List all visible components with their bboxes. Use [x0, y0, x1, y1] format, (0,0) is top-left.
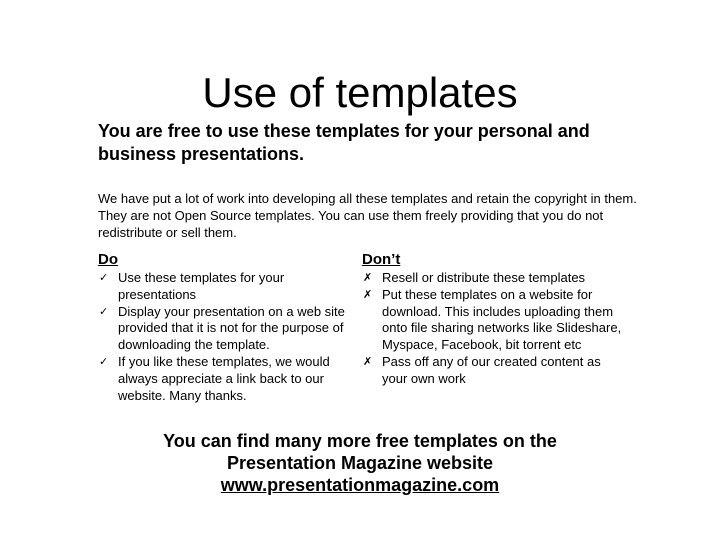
dont-item-text: Pass off any of our created content as your own work [382, 353, 601, 386]
dont-list-item [362, 270, 624, 287]
slide-title: Use of templates [202, 69, 518, 116]
cross-icon: ✗ [363, 271, 373, 284]
cross-icon: ✗ [363, 287, 373, 301]
website-link[interactable]: www.presentationmagazine.com [220, 475, 500, 495]
dont-heading: Don’t [362, 251, 401, 268]
cross-icon: ✗ [363, 354, 373, 368]
do-item-text: If you like these templates, we would always appreciate a link back to our website. Many thanks. [118, 353, 330, 403]
dont-item-text: Resell or distribute these templates [382, 270, 586, 285]
footer-line-1: You can find many more free templates on the [163, 431, 557, 451]
dont-list-item [362, 354, 624, 388]
do-item-text: Use these templates for your presentations [118, 270, 285, 302]
do-list-item [98, 270, 356, 304]
check-icon: ✓ [99, 271, 109, 284]
dont-item-text: Put these templates on a website for download. This includes uploading them onto file sharing networks like Slideshare, Myspace, Facebook, bit torrent etc [382, 286, 622, 353]
check-icon: ✓ [99, 354, 109, 368]
dont-list-item [362, 287, 624, 354]
dont-list [362, 270, 624, 388]
do-item-text: Display your presentation on a web site provided that it is not for the purpose of downloading the template. [118, 303, 345, 353]
footer [120, 430, 600, 496]
do-list-item [98, 304, 356, 354]
do-heading: Do [98, 251, 118, 268]
do-list [98, 270, 356, 404]
do-list-item [98, 354, 356, 404]
footer-line-2: Presentation Magazine website [226, 453, 494, 473]
slide-subtitle: You are free to use these templates for your personal and business presentations. [98, 121, 590, 164]
intro-paragraph: We have put a lot of work into developing all these templates and retain the copyright in them. They are not Open Source templates. You can use them freely providing that you do not redistribute or sell them. [98, 191, 637, 240]
check-icon: ✓ [99, 304, 109, 318]
